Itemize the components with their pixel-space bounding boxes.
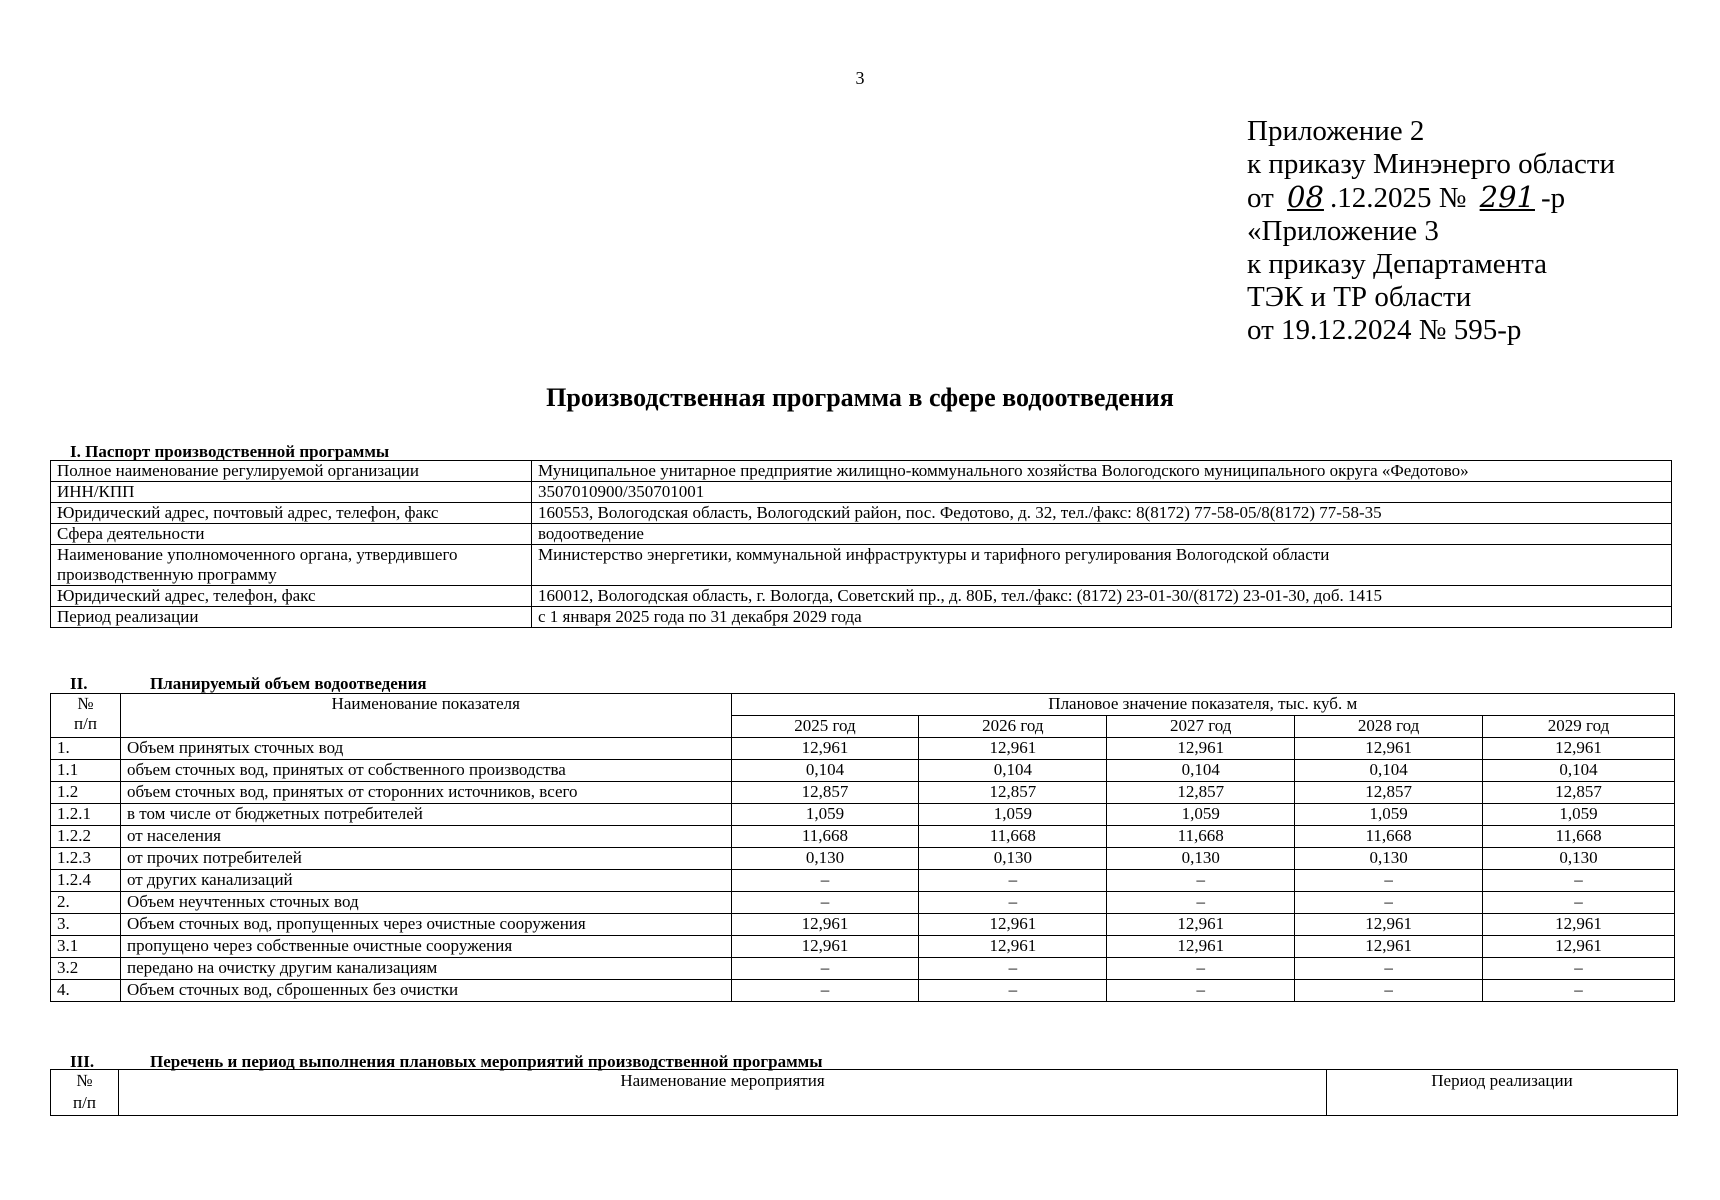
appendix-line: Приложение 2 [1247,115,1425,147]
section3-number: III. [70,1052,95,1071]
passport-value: 160012, Вологодская область, г. Вологда, Советский пр., д. 80Б, тел./факс: (8172) 23-01-30/(8172) 23-01-30, доб. 1415 [532,586,1672,607]
row-number: 1. [51,738,121,760]
row-value: 12,961 [1295,914,1483,936]
volume-table [50,693,1675,1002]
row-name: от населения [120,826,731,848]
appendix-date-middle: .12.2025 № [1329,182,1467,214]
section2-heading [70,674,427,693]
passport-value: Министерство энергетики, коммунальной инфраструктуры и тарифного регулирования Вологодской области [532,545,1672,586]
handwritten-number: 291 [1479,180,1535,214]
row-value: 12,857 [1107,782,1295,804]
row-value: 12,961 [1483,738,1675,760]
appendix-date-line [1247,181,1615,215]
volume-row [51,870,1675,892]
events-col-period: Период реализации [1327,1070,1678,1116]
row-value: 1,059 [919,804,1107,826]
appendix-line: ТЭК и ТР области [1247,281,1472,313]
row-value: 12,961 [919,738,1107,760]
year-header: 2025 год [731,716,919,738]
row-value: 0,130 [1107,848,1295,870]
passport-label: Сфера деятельности [51,524,532,545]
volume-col-num: № п/п [51,694,121,738]
appendix-line: к приказу Минэнерго области [1247,148,1616,180]
row-number: 1.1 [51,760,121,782]
passport-value: с 1 января 2025 года по 31 декабря 2029 года [532,607,1672,628]
passport-row [51,586,1672,607]
row-value: – [1107,958,1295,980]
section2-title: Планируемый объем водоотведения [150,674,427,693]
volume-col-plan: Плановое значение показателя, тыс. куб. м [731,694,1674,716]
row-value: – [1107,980,1295,1002]
passport-label: Юридический адрес, телефон, факс [51,586,532,607]
row-number: 3.2 [51,958,121,980]
row-value: – [731,980,919,1002]
row-value: 0,130 [1483,848,1675,870]
row-value: 11,668 [731,826,919,848]
row-value: 12,961 [1483,936,1675,958]
row-value: – [919,870,1107,892]
appendix-header [1247,115,1615,347]
passport-value: 3507010900/350701001 [532,482,1672,503]
handwritten-day: 08 [1287,180,1324,214]
row-number: 1.2.3 [51,848,121,870]
row-value: 0,130 [919,848,1107,870]
row-name: Объем сточных вод, сброшенных без очистки [120,980,731,1002]
row-number: 3.1 [51,936,121,958]
volume-row [51,848,1675,870]
row-value: 11,668 [1107,826,1295,848]
row-value: 0,104 [919,760,1107,782]
passport-label: Юридический адрес, почтовый адрес, телефон, факс [51,503,532,524]
row-value: 12,961 [1107,936,1295,958]
row-value: 12,961 [1295,738,1483,760]
row-value: – [1483,980,1675,1002]
row-value: – [1107,870,1295,892]
row-value: 12,961 [1295,936,1483,958]
passport-row [51,503,1672,524]
row-number: 1.2.2 [51,826,121,848]
appendix-from: от [1247,182,1274,214]
row-value: 1,059 [731,804,919,826]
row-value: 0,130 [731,848,919,870]
passport-label: ИНН/КПП [51,482,532,503]
row-value: 12,857 [1295,782,1483,804]
section3-title: Перечень и период выполнения плановых мероприятий производственной программы [150,1052,823,1071]
row-value: 12,857 [731,782,919,804]
passport-row [51,524,1672,545]
events-table [50,1069,1678,1116]
volume-row [51,760,1675,782]
row-name: от прочих потребителей [120,848,731,870]
row-name: в том числе от бюджетных потребителей [120,804,731,826]
row-number: 2. [51,892,121,914]
row-value: – [1483,958,1675,980]
row-value: 11,668 [1295,826,1483,848]
passport-table [50,460,1672,628]
appendix-line: от 19.12.2024 № 595-р [1247,314,1522,346]
passport-value: 160553, Вологодская область, Вологодский район, пос. Федотово, д. 32, тел./факс: 8(8172) 77-58-05/8(8172) 77-58-35 [532,503,1672,524]
appendix-suffix: -р [1540,182,1566,214]
year-header: 2027 год [1107,716,1295,738]
volume-row [51,892,1675,914]
row-name: Объем принятых сточных вод [120,738,731,760]
volume-col-name: Наименование показателя [120,694,731,738]
events-col-name: Наименование мероприятия [119,1070,1327,1116]
row-value: 0,104 [1107,760,1295,782]
row-name: пропущено через собственные очистные сооружения [120,936,731,958]
volume-row [51,738,1675,760]
passport-label: Полное наименование регулируемой организации [51,461,532,482]
row-value: – [731,958,919,980]
year-header: 2029 год [1483,716,1675,738]
passport-label: Период реализации [51,607,532,628]
row-value: – [1483,892,1675,914]
row-value: – [1107,892,1295,914]
row-value: 12,961 [731,738,919,760]
passport-value: водоотведение [532,524,1672,545]
row-name: объем сточных вод, принятых от сторонних источников, всего [120,782,731,804]
row-value: – [919,892,1107,914]
row-number: 1.2.1 [51,804,121,826]
row-name: передано на очистку другим канализациям [120,958,731,980]
row-value: 12,961 [731,936,919,958]
volume-row [51,804,1675,826]
row-number: 4. [51,980,121,1002]
row-value: 0,130 [1295,848,1483,870]
row-value: – [731,870,919,892]
page-number: 3 [855,68,865,88]
volume-row [51,914,1675,936]
row-value: – [731,892,919,914]
row-name: объем сточных вод, принятых от собственного производства [120,760,731,782]
row-value: 0,104 [731,760,919,782]
section2-number: II. [70,674,88,693]
volume-row [51,782,1675,804]
appendix-line: к приказу Департамента [1247,248,1548,280]
row-value: 1,059 [1107,804,1295,826]
row-value: 12,961 [1107,914,1295,936]
row-value: 1,059 [1295,804,1483,826]
row-number: 1.2 [51,782,121,804]
row-number: 3. [51,914,121,936]
volume-row [51,958,1675,980]
volume-row [51,936,1675,958]
row-value: 1,059 [1483,804,1675,826]
row-value: 12,961 [731,914,919,936]
row-value: 12,961 [1483,914,1675,936]
row-value: – [1295,870,1483,892]
passport-row [51,461,1672,482]
row-value: – [1295,958,1483,980]
row-value: 12,857 [919,782,1107,804]
row-number: 1.2.4 [51,870,121,892]
volume-row [51,826,1675,848]
row-value: 0,104 [1295,760,1483,782]
section1-heading: I. Паспорт производственной программы [70,442,390,461]
appendix-line: «Приложение 3 [1247,215,1439,247]
document-title: Производственная программа в сфере водоотведения [546,383,1174,412]
row-value: 12,961 [919,914,1107,936]
passport-value: Муниципальное унитарное предприятие жилищно-коммунального хозяйства Вологодского муниципального округа «Федотово» [532,461,1672,482]
row-value: – [919,958,1107,980]
year-header: 2028 год [1295,716,1483,738]
row-value: – [1483,870,1675,892]
volume-row [51,980,1675,1002]
row-name: от других канализаций [120,870,731,892]
row-value: – [1295,980,1483,1002]
row-value: 11,668 [919,826,1107,848]
events-col-num: № п/п [51,1070,119,1116]
row-value: 12,961 [919,936,1107,958]
row-name: Объем неучтенных сточных вод [120,892,731,914]
passport-row [51,607,1672,628]
row-value: 11,668 [1483,826,1675,848]
row-value: – [1295,892,1483,914]
row-value: 0,104 [1483,760,1675,782]
row-value: – [919,980,1107,1002]
passport-row [51,545,1672,586]
passport-label: Наименование уполномоченного органа, утвердившего производственную программу [51,545,532,586]
row-value: 12,961 [1107,738,1295,760]
row-value: 12,857 [1483,782,1675,804]
passport-row [51,482,1672,503]
row-name: Объем сточных вод, пропущенных через очистные сооружения [120,914,731,936]
year-header: 2026 год [919,716,1107,738]
